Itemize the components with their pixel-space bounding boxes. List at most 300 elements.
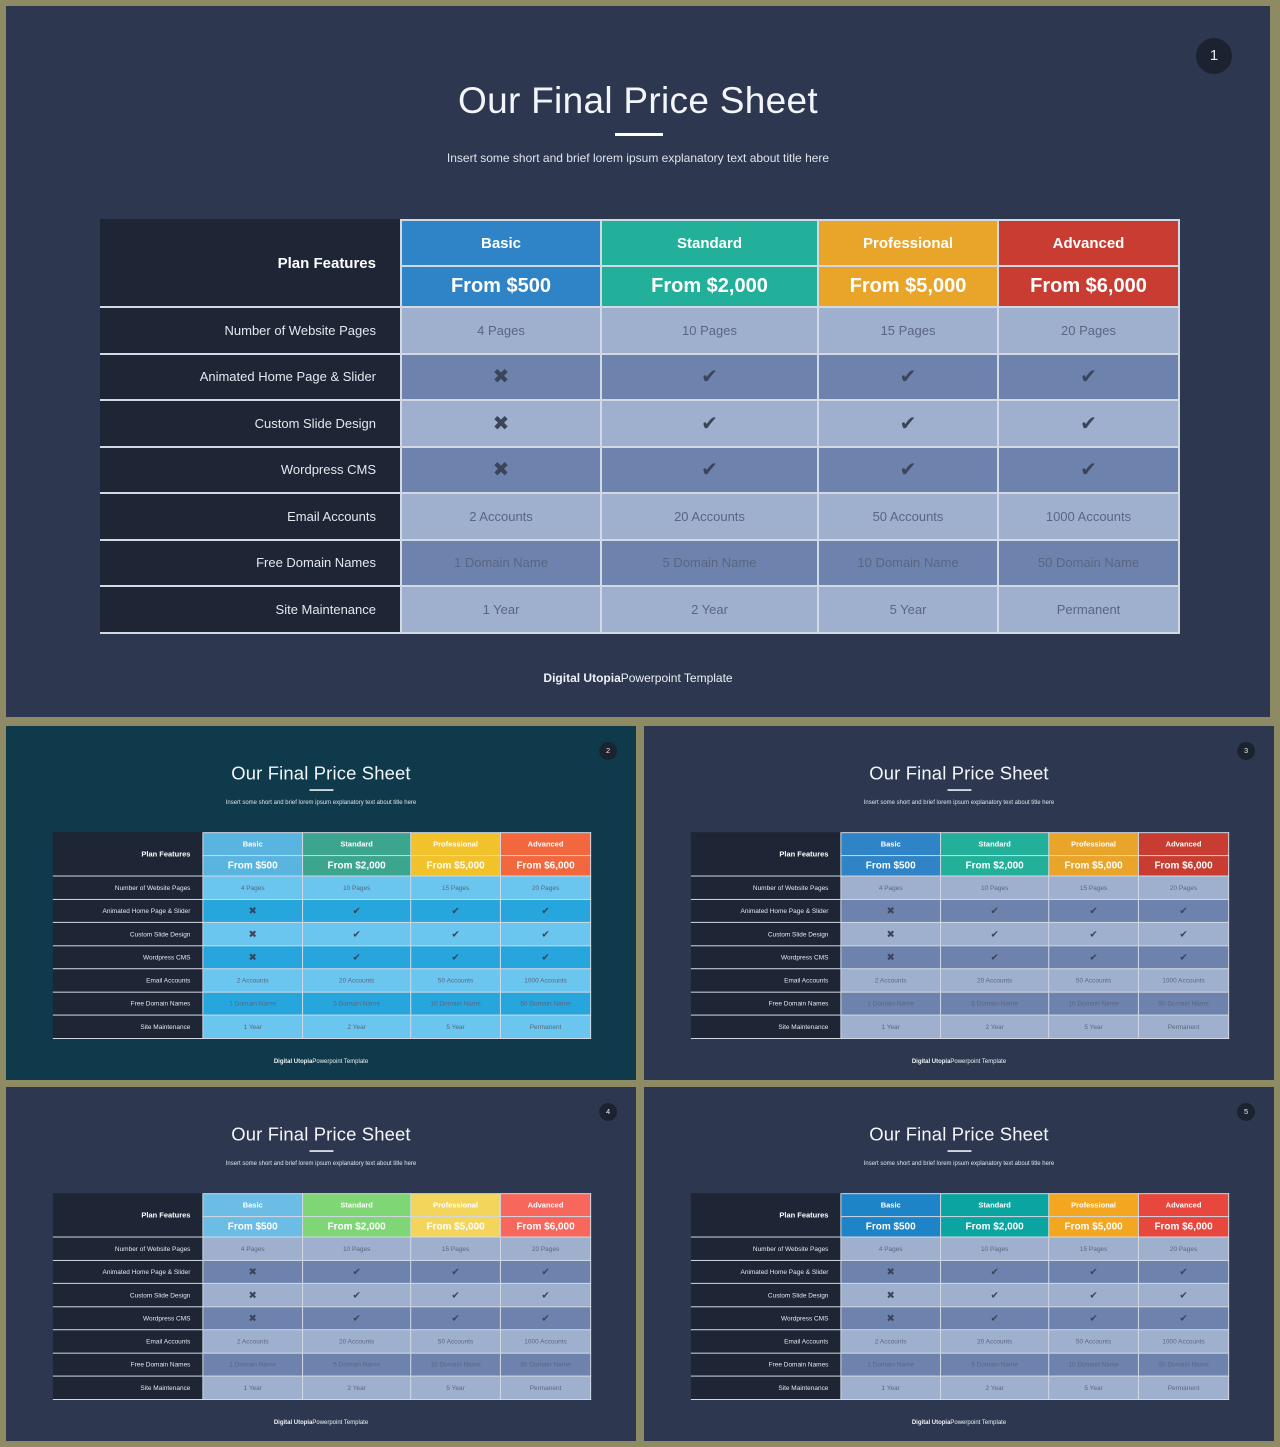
- feature-rows: [691, 876, 1228, 1038]
- cross-icon: ✖: [886, 1266, 895, 1278]
- feature-value: Permanent: [1167, 1022, 1200, 1031]
- brand-suffix: Powerpoint Template: [950, 1057, 1007, 1065]
- feature-cell: [401, 447, 601, 494]
- feature-label: Site Maintenance: [691, 1015, 841, 1038]
- feature-value: 2 Year: [347, 1383, 366, 1392]
- plan-features-header: Plan Features: [53, 833, 203, 876]
- plan-name-standard: [941, 833, 1049, 856]
- feature-cell: [998, 586, 1179, 633]
- plan-name-label: Advanced: [527, 1200, 564, 1210]
- feature-value: 10 Domain Name: [430, 999, 481, 1008]
- check-icon: ✔: [451, 905, 460, 917]
- feature-label: Email Accounts: [53, 1330, 203, 1353]
- plan-name-standard: [303, 1194, 411, 1217]
- slide-2[interactable]: [6, 726, 636, 1080]
- feature-row: [53, 1237, 590, 1260]
- plan-price-label: From $500: [865, 1221, 916, 1233]
- feature-value: 4 Pages: [477, 322, 525, 338]
- feature-label: Animated Home Page & Slider: [101, 354, 401, 401]
- feature-value: 1 Domain Name: [867, 1360, 915, 1369]
- slide-subtitle: Insert some short and brief lorem ipsum explanatory text about title here: [225, 1159, 417, 1167]
- feature-cell: [1138, 876, 1228, 899]
- feature-cell: [1138, 969, 1228, 992]
- check-icon: ✔: [1179, 951, 1188, 963]
- feature-cell: [941, 946, 1049, 969]
- plan-price-professional: [411, 856, 501, 876]
- feature-cell: [841, 992, 941, 1015]
- plan-name-professional: [818, 220, 998, 266]
- cross-icon: ✖: [248, 1289, 257, 1301]
- feature-row: [53, 922, 590, 945]
- check-icon: ✔: [451, 1266, 460, 1278]
- feature-row: [53, 876, 590, 899]
- feature-cell: [203, 1353, 303, 1376]
- feature-row: [691, 1015, 1228, 1038]
- check-icon: ✔: [451, 1312, 460, 1324]
- feature-cell: [941, 1353, 1049, 1376]
- feature-value: 1 Domain Name: [867, 999, 915, 1008]
- feature-label: Animated Home Page & Slider: [691, 899, 841, 922]
- feature-label: Animated Home Page & Slider: [53, 899, 203, 922]
- check-icon: ✔: [1179, 905, 1188, 917]
- plan-name-row: [691, 833, 1228, 856]
- plan-price-professional: [818, 266, 998, 307]
- plan-name-label: Basic: [880, 1200, 901, 1210]
- plan-name-advanced: [1138, 1194, 1228, 1217]
- plan-name-label: Basic: [480, 234, 522, 252]
- feature-value: 1 Year: [243, 1022, 262, 1031]
- brand-name: Digital Utopia: [911, 1057, 951, 1065]
- feature-row: [691, 1307, 1228, 1330]
- feature-row: [691, 1330, 1228, 1353]
- plan-price-label: From $500: [865, 860, 916, 872]
- slide-subtitle: Insert some short and brief lorem ipsum explanatory text about title here: [863, 1159, 1055, 1167]
- feature-cell: [1138, 1307, 1228, 1330]
- plan-name-label: Basic: [880, 839, 901, 849]
- feature-cell: [203, 922, 303, 945]
- feature-cell: [1138, 1376, 1228, 1399]
- feature-cell: [818, 447, 998, 494]
- feature-row: [101, 540, 1179, 587]
- feature-cell: [203, 1237, 303, 1260]
- check-icon: ✔: [899, 412, 917, 435]
- feature-value: 2 Accounts: [874, 1337, 907, 1346]
- feature-cell: [411, 1283, 501, 1306]
- feature-cell: [1049, 969, 1139, 992]
- feature-value: 50 Domain Name: [1158, 1360, 1209, 1369]
- feature-value: 1 Year: [482, 601, 520, 617]
- feature-cell: [500, 899, 590, 922]
- feature-cell: [841, 1376, 941, 1399]
- feature-value: 5 Year: [1084, 1022, 1103, 1031]
- plan-name-advanced: [1138, 833, 1228, 856]
- plan-name-advanced: [998, 220, 1179, 266]
- check-icon: ✔: [701, 459, 718, 482]
- plan-price-advanced: [1138, 856, 1228, 876]
- plan-price-standard: [303, 856, 411, 876]
- feature-row: [53, 899, 590, 922]
- feature-cell: [998, 540, 1179, 587]
- feature-label: Custom Slide Design: [691, 922, 841, 945]
- feature-cell: [411, 1353, 501, 1376]
- feature-cell: [500, 969, 590, 992]
- feature-row: [691, 1376, 1228, 1399]
- check-icon: ✔: [990, 1266, 999, 1278]
- feature-value: 1000 Accounts: [1162, 976, 1205, 985]
- feature-value: 10 Pages: [342, 883, 371, 892]
- feature-cell: [411, 1307, 501, 1330]
- feature-label: Email Accounts: [691, 969, 841, 992]
- plan-price-label: From $2,000: [965, 860, 1024, 872]
- feature-cell: [941, 922, 1049, 945]
- slide-3[interactable]: [644, 726, 1274, 1080]
- feature-cell: [601, 493, 818, 540]
- cross-icon: ✖: [492, 366, 510, 389]
- feature-row: [101, 493, 1179, 540]
- feature-value: 20 Accounts: [976, 976, 1013, 985]
- cross-icon: ✖: [248, 1312, 257, 1324]
- plan-price-label: From $500: [450, 275, 552, 297]
- footer-brand: [6, 1418, 636, 1425]
- feature-cell: [841, 1015, 941, 1038]
- feature-row: [691, 1353, 1228, 1376]
- plan-price-label: From $2,000: [965, 1221, 1024, 1233]
- plan-name-label: Advanced: [1165, 839, 1202, 849]
- feature-cell: [1049, 1260, 1139, 1283]
- feature-label: Free Domain Names: [53, 992, 203, 1015]
- feature-rows: [101, 307, 1179, 633]
- feature-value: 50 Domain Name: [1158, 999, 1209, 1008]
- feature-cell: [998, 400, 1179, 447]
- feature-value: 10 Domain Name: [857, 555, 959, 571]
- feature-cell: [941, 876, 1049, 899]
- feature-cell: [841, 1330, 941, 1353]
- slide-number-badge: 5: [1237, 1103, 1255, 1121]
- feature-value: 10 Domain Name: [430, 1360, 481, 1369]
- feature-label: Wordpress CMS: [53, 1307, 203, 1330]
- feature-cell: [500, 1015, 590, 1038]
- plan-price-basic: [203, 1217, 303, 1237]
- feature-value: 15 Pages: [880, 322, 936, 338]
- slide-1[interactable]: [6, 6, 1270, 717]
- plan-features-header: Plan Features: [691, 1194, 841, 1237]
- feature-value: 4 Pages: [878, 1244, 903, 1253]
- plan-price-professional: [1049, 1217, 1139, 1237]
- feature-row: [101, 586, 1179, 633]
- feature-cell: [941, 1330, 1049, 1353]
- feature-cell: [411, 1237, 501, 1260]
- check-icon: ✔: [1080, 412, 1097, 435]
- feature-cell: [303, 1260, 411, 1283]
- feature-cell: [401, 586, 601, 633]
- feature-cell: [841, 946, 941, 969]
- slide-5[interactable]: [644, 1087, 1274, 1441]
- feature-row: [53, 1330, 590, 1353]
- feature-cell: [841, 1237, 941, 1260]
- slide-content: [644, 1087, 1274, 1441]
- plan-name-standard: [601, 220, 818, 266]
- plan-name-label: Advanced: [1165, 1200, 1202, 1210]
- feature-cell: [601, 307, 818, 354]
- plan-name-label: Professional: [1071, 839, 1117, 849]
- slide-title: Our Final Price Sheet: [231, 1123, 411, 1145]
- check-icon: ✔: [451, 928, 460, 940]
- feature-cell: [601, 586, 818, 633]
- feature-cell: [841, 899, 941, 922]
- feature-row: [101, 400, 1179, 447]
- feature-value: 20 Pages: [1169, 883, 1198, 892]
- feature-value: 1 Year: [881, 1022, 900, 1031]
- feature-value: 5 Domain Name: [333, 1360, 381, 1369]
- brand-name: Digital Utopia: [273, 1418, 313, 1426]
- feature-cell: [500, 1376, 590, 1399]
- title-underline: [948, 1150, 972, 1151]
- check-icon: ✔: [352, 951, 361, 963]
- feature-cell: [1138, 992, 1228, 1015]
- feature-cell: [818, 586, 998, 633]
- feature-value: 20 Accounts: [338, 1337, 375, 1346]
- feature-label: Number of Website Pages: [53, 1237, 203, 1260]
- brand-name: Digital Utopia: [273, 1057, 313, 1065]
- feature-cell: [500, 1330, 590, 1353]
- feature-value: 10 Pages: [342, 1244, 371, 1253]
- feature-label: Number of Website Pages: [53, 876, 203, 899]
- feature-cell: [411, 876, 501, 899]
- price-table: [100, 219, 1180, 634]
- feature-value: 2 Year: [347, 1022, 366, 1031]
- feature-value: 10 Domain Name: [1068, 999, 1119, 1008]
- feature-value: 15 Pages: [441, 1244, 470, 1253]
- plan-price-standard: [601, 266, 818, 307]
- feature-cell: [1138, 1330, 1228, 1353]
- plan-name-professional: [1049, 833, 1139, 856]
- feature-label: Free Domain Names: [53, 1353, 203, 1376]
- feature-label: Wordpress CMS: [691, 1307, 841, 1330]
- slide-content: [6, 726, 636, 1080]
- plan-price-label: From $5,000: [426, 860, 485, 872]
- feature-cell: [818, 493, 998, 540]
- feature-value: 50 Accounts: [872, 508, 944, 524]
- feature-label: Site Maintenance: [691, 1376, 841, 1399]
- feature-label: Wordpress CMS: [691, 946, 841, 969]
- feature-cell: [1049, 1307, 1139, 1330]
- plan-name-basic: [841, 833, 941, 856]
- feature-cell: [303, 969, 411, 992]
- feature-cell: [500, 1237, 590, 1260]
- feature-label: Custom Slide Design: [101, 400, 401, 447]
- feature-value: 50 Accounts: [437, 1337, 474, 1346]
- slide-title: Our Final Price Sheet: [869, 1123, 1049, 1145]
- slide-subtitle: Insert some short and brief lorem ipsum explanatory text about title here: [225, 798, 417, 806]
- check-icon: ✔: [451, 1289, 460, 1301]
- plan-name-row: [53, 833, 590, 856]
- feature-cell: [203, 1376, 303, 1399]
- check-icon: ✔: [541, 928, 550, 940]
- plan-name-label: Basic: [242, 839, 263, 849]
- feature-rows: [53, 1237, 590, 1399]
- feature-value: Permanent: [1056, 601, 1121, 617]
- feature-row: [691, 922, 1228, 945]
- feature-label: Wordpress CMS: [101, 447, 401, 494]
- footer-brand: [644, 1057, 1274, 1064]
- plan-name-standard: [941, 1194, 1049, 1217]
- feature-value: 20 Pages: [1169, 1244, 1198, 1253]
- feature-cell: [841, 1353, 941, 1376]
- feature-cell: [941, 899, 1049, 922]
- feature-label: Free Domain Names: [691, 1353, 841, 1376]
- feature-row: [691, 946, 1228, 969]
- feature-value: 50 Accounts: [437, 976, 474, 985]
- feature-value: 20 Pages: [531, 1244, 560, 1253]
- plan-price-label: From $6,000: [516, 1221, 575, 1233]
- feature-label: Number of Website Pages: [101, 307, 401, 354]
- check-icon: ✔: [352, 1266, 361, 1278]
- brand-name: Digital Utopia: [911, 1418, 951, 1426]
- check-icon: ✔: [352, 1289, 361, 1301]
- feature-cell: [818, 307, 998, 354]
- feature-cell: [500, 1260, 590, 1283]
- plan-name-professional: [1049, 1194, 1139, 1217]
- feature-cell: [411, 946, 501, 969]
- feature-value: 15 Pages: [1079, 1244, 1108, 1253]
- plan-name-label: Professional: [433, 839, 479, 849]
- plan-price-basic: [401, 266, 601, 307]
- plan-name-standard: [303, 833, 411, 856]
- feature-cell: [401, 493, 601, 540]
- feature-cell: [1049, 1283, 1139, 1306]
- plan-price-standard: [941, 1217, 1049, 1237]
- plan-price-advanced: [1138, 1217, 1228, 1237]
- cross-icon: ✖: [248, 905, 257, 917]
- feature-label: Animated Home Page & Slider: [691, 1260, 841, 1283]
- feature-cell: [203, 969, 303, 992]
- plan-price-label: From $2,000: [327, 1221, 386, 1233]
- plan-name-label: Standard: [978, 839, 1011, 849]
- check-icon: ✔: [990, 1312, 999, 1324]
- plan-price-standard: [303, 1217, 411, 1237]
- check-icon: ✔: [1080, 459, 1097, 482]
- feature-value: 2 Accounts: [874, 976, 907, 985]
- plan-name-professional: [411, 1194, 501, 1217]
- feature-label: Wordpress CMS: [53, 946, 203, 969]
- feature-cell: [941, 1307, 1049, 1330]
- feature-value: 1000 Accounts: [524, 1337, 567, 1346]
- feature-row: [101, 447, 1179, 494]
- plan-name-basic: [203, 833, 303, 856]
- slide-content: [6, 6, 1270, 717]
- feature-row: [53, 1376, 590, 1399]
- title-underline: [615, 133, 663, 136]
- feature-cell: [411, 1376, 501, 1399]
- feature-cell: [411, 992, 501, 1015]
- slide-title: Our Final Price Sheet: [457, 80, 818, 121]
- feature-cell: [1049, 1353, 1139, 1376]
- check-icon: ✔: [1089, 1312, 1098, 1324]
- feature-cell: [1049, 1376, 1139, 1399]
- slide-title: Our Final Price Sheet: [231, 762, 411, 784]
- feature-cell: [941, 1376, 1049, 1399]
- check-icon: ✔: [541, 1289, 550, 1301]
- plan-name-label: Professional: [1071, 1200, 1117, 1210]
- feature-cell: [841, 922, 941, 945]
- feature-value: 5 Year: [889, 601, 927, 617]
- feature-cell: [203, 1015, 303, 1038]
- feature-cell: [941, 969, 1049, 992]
- feature-cell: [500, 876, 590, 899]
- plan-price-label: From $5,000: [426, 1221, 485, 1233]
- cross-icon: ✖: [248, 1266, 257, 1278]
- feature-row: [691, 992, 1228, 1015]
- plan-name-label: Advanced: [527, 839, 564, 849]
- feature-value: 50 Accounts: [1075, 1337, 1112, 1346]
- slide-subtitle: Insert some short and brief lorem ipsum explanatory text about title here: [863, 798, 1055, 806]
- feature-cell: [601, 354, 818, 401]
- feature-cell: [841, 876, 941, 899]
- plan-price-advanced: [998, 266, 1179, 307]
- feature-cell: [203, 1260, 303, 1283]
- check-icon: ✔: [1089, 951, 1098, 963]
- feature-value: 2 Accounts: [236, 1337, 269, 1346]
- feature-cell: [1049, 922, 1139, 945]
- plan-price-advanced: [500, 1217, 590, 1237]
- feature-label: Free Domain Names: [101, 540, 401, 587]
- plan-name-label: Professional: [862, 234, 954, 252]
- cross-icon: ✖: [886, 928, 895, 940]
- footer-brand: [6, 671, 1270, 685]
- feature-cell: [1049, 1015, 1139, 1038]
- feature-value: 1 Domain Name: [454, 555, 548, 571]
- feature-value: 5 Year: [446, 1022, 465, 1031]
- feature-cell: [841, 1283, 941, 1306]
- check-icon: ✔: [352, 928, 361, 940]
- feature-value: Permanent: [529, 1383, 562, 1392]
- title-underline: [310, 789, 334, 790]
- feature-cell: [500, 922, 590, 945]
- plan-price-label: From $2,000: [327, 860, 386, 872]
- check-icon: ✔: [990, 1289, 999, 1301]
- feature-cell: [1049, 992, 1139, 1015]
- slide-number-badge: 4: [599, 1103, 617, 1121]
- feature-cell: [1138, 1015, 1228, 1038]
- check-icon: ✔: [1080, 366, 1097, 389]
- feature-cell: [303, 1237, 411, 1260]
- check-icon: ✔: [701, 366, 718, 389]
- feature-value: 4 Pages: [878, 883, 903, 892]
- feature-row: [691, 1260, 1228, 1283]
- feature-label: Free Domain Names: [691, 992, 841, 1015]
- cross-icon: ✖: [886, 1289, 895, 1301]
- check-icon: ✔: [1179, 1312, 1188, 1324]
- footer-brand: [6, 1057, 636, 1064]
- feature-value: 10 Domain Name: [1068, 1360, 1119, 1369]
- feature-cell: [818, 400, 998, 447]
- feature-cell: [500, 1353, 590, 1376]
- check-icon: ✔: [541, 1312, 550, 1324]
- feature-cell: [941, 1283, 1049, 1306]
- feature-row: [53, 969, 590, 992]
- feature-cell: [818, 540, 998, 587]
- plan-name-label: Professional: [433, 1200, 479, 1210]
- feature-label: Number of Website Pages: [691, 1237, 841, 1260]
- feature-value: 1 Year: [243, 1383, 262, 1392]
- slide-4[interactable]: [6, 1087, 636, 1441]
- check-icon: ✔: [990, 905, 999, 917]
- feature-cell: [601, 400, 818, 447]
- feature-cell: [203, 876, 303, 899]
- plan-price-label: From $5,000: [1064, 860, 1123, 872]
- slide-number-badge: 1: [1196, 38, 1232, 74]
- feature-value: 1000 Accounts: [1045, 508, 1132, 524]
